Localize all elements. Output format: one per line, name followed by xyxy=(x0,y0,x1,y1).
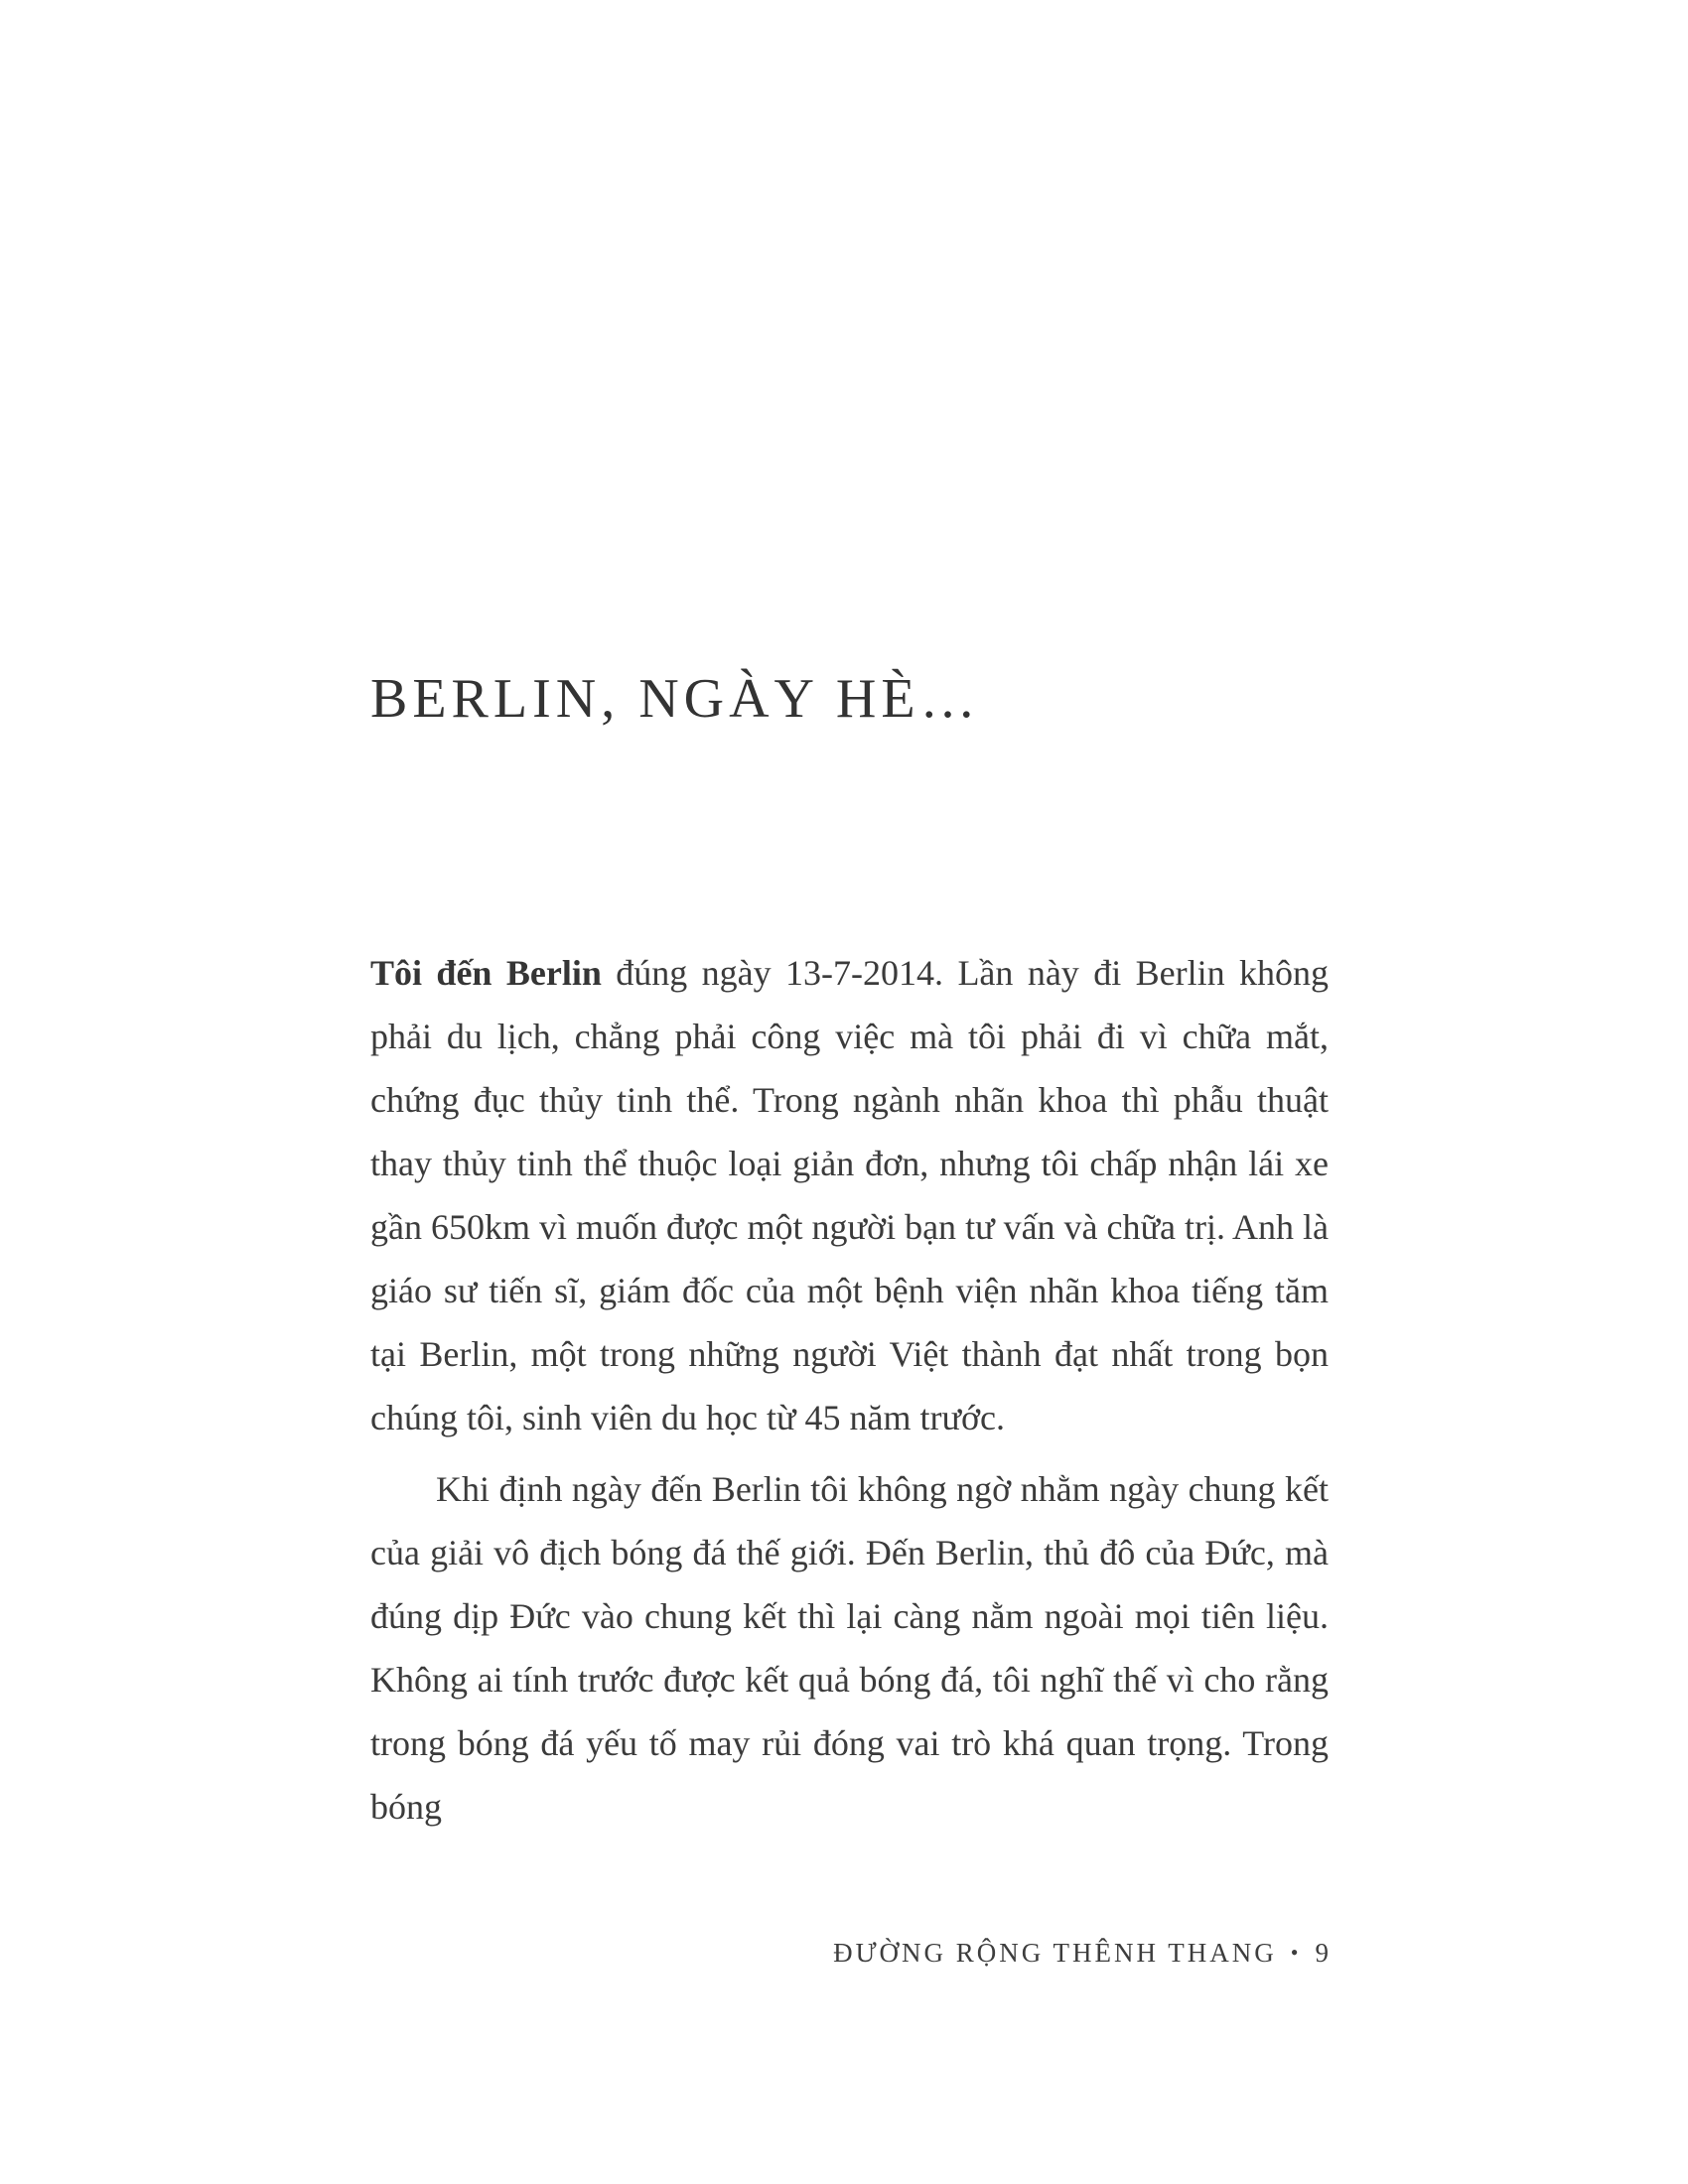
paragraph xyxy=(370,1457,1329,1839)
paragraph-lead: Tôi đến Berlin xyxy=(370,953,602,993)
paragraph xyxy=(370,941,1329,1449)
body-text xyxy=(370,941,1329,1839)
paragraph-text: đúng ngày 13-7-2014. Lần này đi Berlin không phải du lịch, chẳng phải công việc mà tôi phải đi vì chữa mắt, chứng đục thủy tinh thể. Trong ngành nhãn khoa thì phẫu thuật thay thủy tinh thể thuộc loại giản đơn, nhưng tôi chấp nhận lái xe gần 650km vì muốn được một người bạn tư vấn và chữa trị. Anh là giáo sư tiến sĩ, giám đốc của một bệnh viện nhãn khoa tiếng tăm tại Berlin, một trong những người Việt thành đạt nhất trong bọn chúng tôi, sinh viên du học từ 45 năm trước. xyxy=(370,953,1330,1437)
chapter-title: BERLIN, NGÀY HÈ… xyxy=(370,668,981,730)
text-block xyxy=(370,667,1329,1839)
footer-separator: • xyxy=(1290,1940,1302,1965)
page-footer xyxy=(370,1938,1329,1969)
paragraph-text: Khi định ngày đến Berlin tôi không ngờ nhằm ngày chung kết của giải vô địch bóng đá thế giới. Đến Berlin, thủ đô của Đức, mà đúng dịp Đức vào chung kết thì lại càng nằm ngoài mọi tiên liệu. Không ai tính trước được kết quả bóng đá, tôi nghĩ thế vì cho rằng trong bóng đá yếu tố may rủi đóng vai trò khá quan trọng. Trong bóng xyxy=(370,1469,1329,1827)
running-title: ĐƯỜNG RỘNG THÊNH THANG xyxy=(833,1938,1277,1968)
page-number: 9 xyxy=(1315,1938,1329,1968)
